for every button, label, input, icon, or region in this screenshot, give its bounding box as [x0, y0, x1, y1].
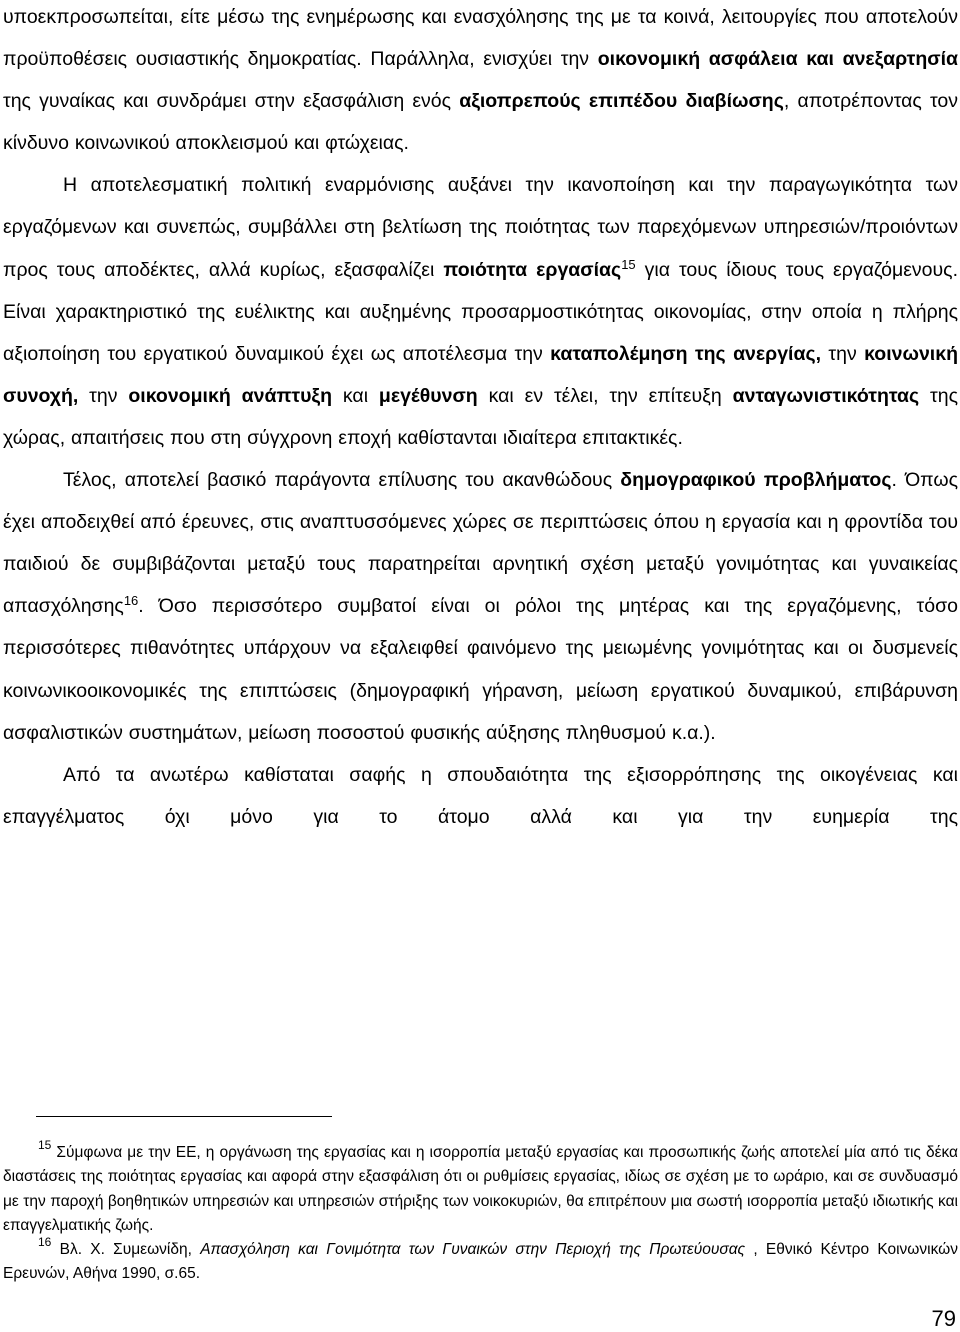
text-run: , Εθνικό Κέντρο Κοινωνικών Ερευνών, Αθήνα 1990, σ.65. [3, 1241, 958, 1283]
bold-text-run: οικονομική ανάπτυξη [128, 384, 333, 407]
footnote-marker: 15 [38, 1137, 52, 1152]
bold-text-run: καταπολέμηση της ανεργίας, [550, 342, 822, 365]
bold-text-run: δημογραφικού προβλήματος [620, 469, 892, 492]
text-run: Σύμφωνα με την ΕΕ, η οργάνωση της εργασίας και η ισορροπία μεταξύ εργασίας και προσωπικής ζωής αποτελεί μία από τις δέκα διαστάσεις της ποιότητας εργασίας και αφορά στην εξασφάλιση ότι οι ρυθμίσεις εργασίας, ιδίως σε σχέση με το ωράριο, και σε συνδυασμό με την παροχή βοηθητικών υπηρεσιών και υπηρεσιών στήριξης των νοικοκυριών, θα επιτρέπουν μια σωστή ισορροπία μεταξύ ιδιωτικής και επαγγελματικής ζωής. [3, 1144, 958, 1234]
bold-text-run: μεγέθυνση [378, 384, 478, 407]
text-run: , αποτρέποντας τον κίνδυνο κοινωνικού αποκλεισμού και φτώχειας. [3, 90, 959, 155]
text-run: Τέλος, αποτελεί βασικό παράγοντα επίλυσης του ακανθώδους [63, 469, 621, 492]
body-paragraph [3, 164, 958, 459]
text-run: Βλ. Χ. Συμεωνίδη, [51, 1241, 201, 1259]
text-run: και [332, 384, 379, 407]
footnote-reference: 15 [621, 256, 636, 272]
body-paragraph [3, 754, 958, 838]
bold-text-run: οικονομική ασφάλεια και ανεξαρτησία [597, 48, 958, 71]
footnote-marker: 16 [38, 1234, 52, 1249]
footnote-separator [36, 1116, 332, 1117]
italic-text-run: Απασχόληση και Γονιμότητα των Γυναικών στην Περιοχή της Πρωτεύουσας [200, 1241, 746, 1259]
footnotes [3, 1137, 958, 1287]
bold-text-run: ανταγωνιστικότητας [732, 384, 920, 407]
text-run: υποεκπροσωπείται, είτε μέσω της ενημέρωσης και ενασχόλησης της με τα κοινά, λειτουργίες που αποτελούν προϋποθέσεις ουσιαστικής δημοκρατίας. Παράλληλα, ενισχύει την [3, 6, 958, 71]
footnote [3, 1234, 958, 1287]
bold-text-run: ποιότητα εργασίας [443, 258, 622, 281]
text-run: Από τα ανωτέρω καθίσταται σαφής η σπουδαιότητα της εξισορρόπησης της οικογένειας και επαγγέλματος όχι μόνο για το άτομο αλλά και για την ευημερία της [3, 763, 958, 828]
bold-text-run: κοινωνική συνοχή, [3, 342, 958, 407]
page-number: 79 [931, 1306, 956, 1331]
text-run: . Όπως έχει αποδειχθεί από έρευνες, στις αναπτυσσόμενες χώρες σε περιπτώσεις όπου η εργασία και η φροντίδα του παιδιού δε συμβιβάζονται μεταξύ τους παρατηρείται αρνητική σχέση μεταξύ γονιμότητας και γυναικείας απασχόλησης [3, 469, 958, 618]
text-run: για τους ίδιους τους εργαζόμενους. Είναι χαρακτηριστικό της ευέλικτης και αυξημένης προσαρμοστικότητας οικονομίας, στην οποία η πλήρης αξιοποίηση του εργατικού δυναμικού έχει ως αποτέλεσμα την [3, 258, 958, 365]
text-run: της γυναίκας και συνδράμει στην εξασφάλιση ενός [3, 90, 460, 113]
bold-text-run: αξιοπρεπούς επιπέδου διαβίωσης [459, 90, 784, 113]
text-run: . Όσο περισσότερο συμβατοί είναι οι ρόλοι της μητέρας και της εργαζόμενης, τόσο περισσότερες πιθανότητες υπάρχουν να εξαλειφθεί φαινόμενο της μειωμένης γονιμότητας και οι δυσμενείς κοινωνικοοικονομικές της επιπτώσεις (δημογραφική γήρανση, μείωση εργατικού δυναμικού, επιβάρυνση ασφαλιστικών συστημάτων, μείωση ποσοστού φυσικής αύξησης πληθυσμού κ.α.). [3, 595, 958, 744]
text-run: της χώρας, απαιτήσεις που στη σύγχρονη εποχή καθίστανται ιδιαίτερα επιτακτικές. [3, 384, 958, 449]
footnote-reference: 16 [123, 593, 139, 609]
text-run: την [78, 384, 129, 407]
text-run: και εν τέλει, την επίτευξη [477, 384, 733, 407]
footnote [3, 1137, 958, 1238]
body-paragraph [3, 0, 958, 164]
body-paragraph [3, 459, 958, 754]
text-run: Η αποτελεσματική πολιτική εναρμόνισης αυξάνει την ικανοποίηση και την παραγωγικότητα των εργαζόμενων και συνεπώς, συμβάλλει στη βελτίωση της ποιότητας των παρεχόμενων υπηρεσιών/προιόντων προς τους αποδέκτες, αλλά κυρίως, εξασφαλίζει [3, 174, 958, 281]
text-run: την [821, 342, 865, 365]
body-text [3, 0, 958, 838]
